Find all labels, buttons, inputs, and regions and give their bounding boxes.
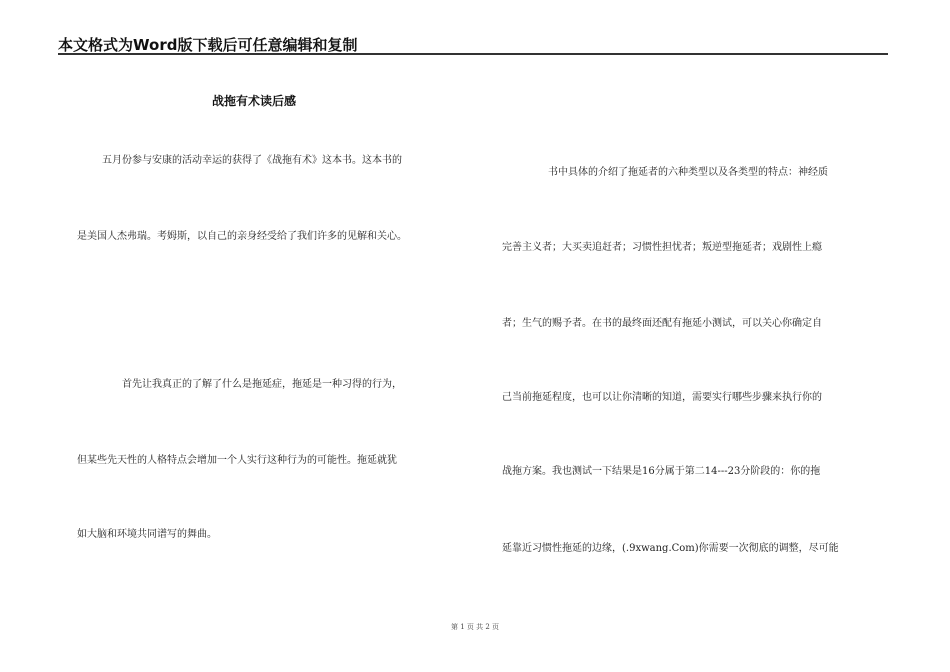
header-rule [58,53,888,55]
paragraph-line: 战拖方案。我也测试一下结果是16分属于第二14---23分阶段的：你的拖 [502,466,821,477]
paragraph-line: 己当前拖延程度，也可以让你清晰的知道，需要实行哪些步骤来执行你的 [502,392,822,403]
paragraph-line: 完善主义者；大买卖追赶者；习惯性担忧者；叛逆型拖延者；戏剧性上瘾 [502,242,822,253]
header-text: 本文格式为Word版下载后可任意编辑和复制 [58,36,358,54]
paragraph-line: 如大脑和环境共同谱写的舞曲。 [77,529,217,540]
paragraph-line: 但某些先天性的人格特点会增加一个人实行这种行为的可能性。拖延就犹 [77,455,397,466]
paragraph-line: 延靠近习惯性拖延的边缘，(.9xwang.Com)你需要一次彻底的调整，尽可能 [502,543,839,554]
document-title: 战拖有术读后感 [212,94,297,108]
paragraph-line: 五月份参与安康的活动幸运的获得了《战拖有术》这本书。这本书的 [102,155,402,166]
paragraph-line: 首先让我真正的了解了什么是拖延症，拖延是一种习得的行为， [122,379,402,390]
paragraph-line: 是美国人杰弗瑞。考姆斯，以自己的亲身经受给了我们许多的见解和关心。 [77,231,407,242]
paragraph-line: 书中具体的介绍了拖延者的六种类型以及各类型的特点：神经质 [548,167,828,178]
page-footer: 第 1 页 共 2 页 [450,623,500,631]
paragraph-line: 者；生气的赐予者。在书的最终面还配有拖延小测试，可以关心你确定自 [502,318,822,329]
